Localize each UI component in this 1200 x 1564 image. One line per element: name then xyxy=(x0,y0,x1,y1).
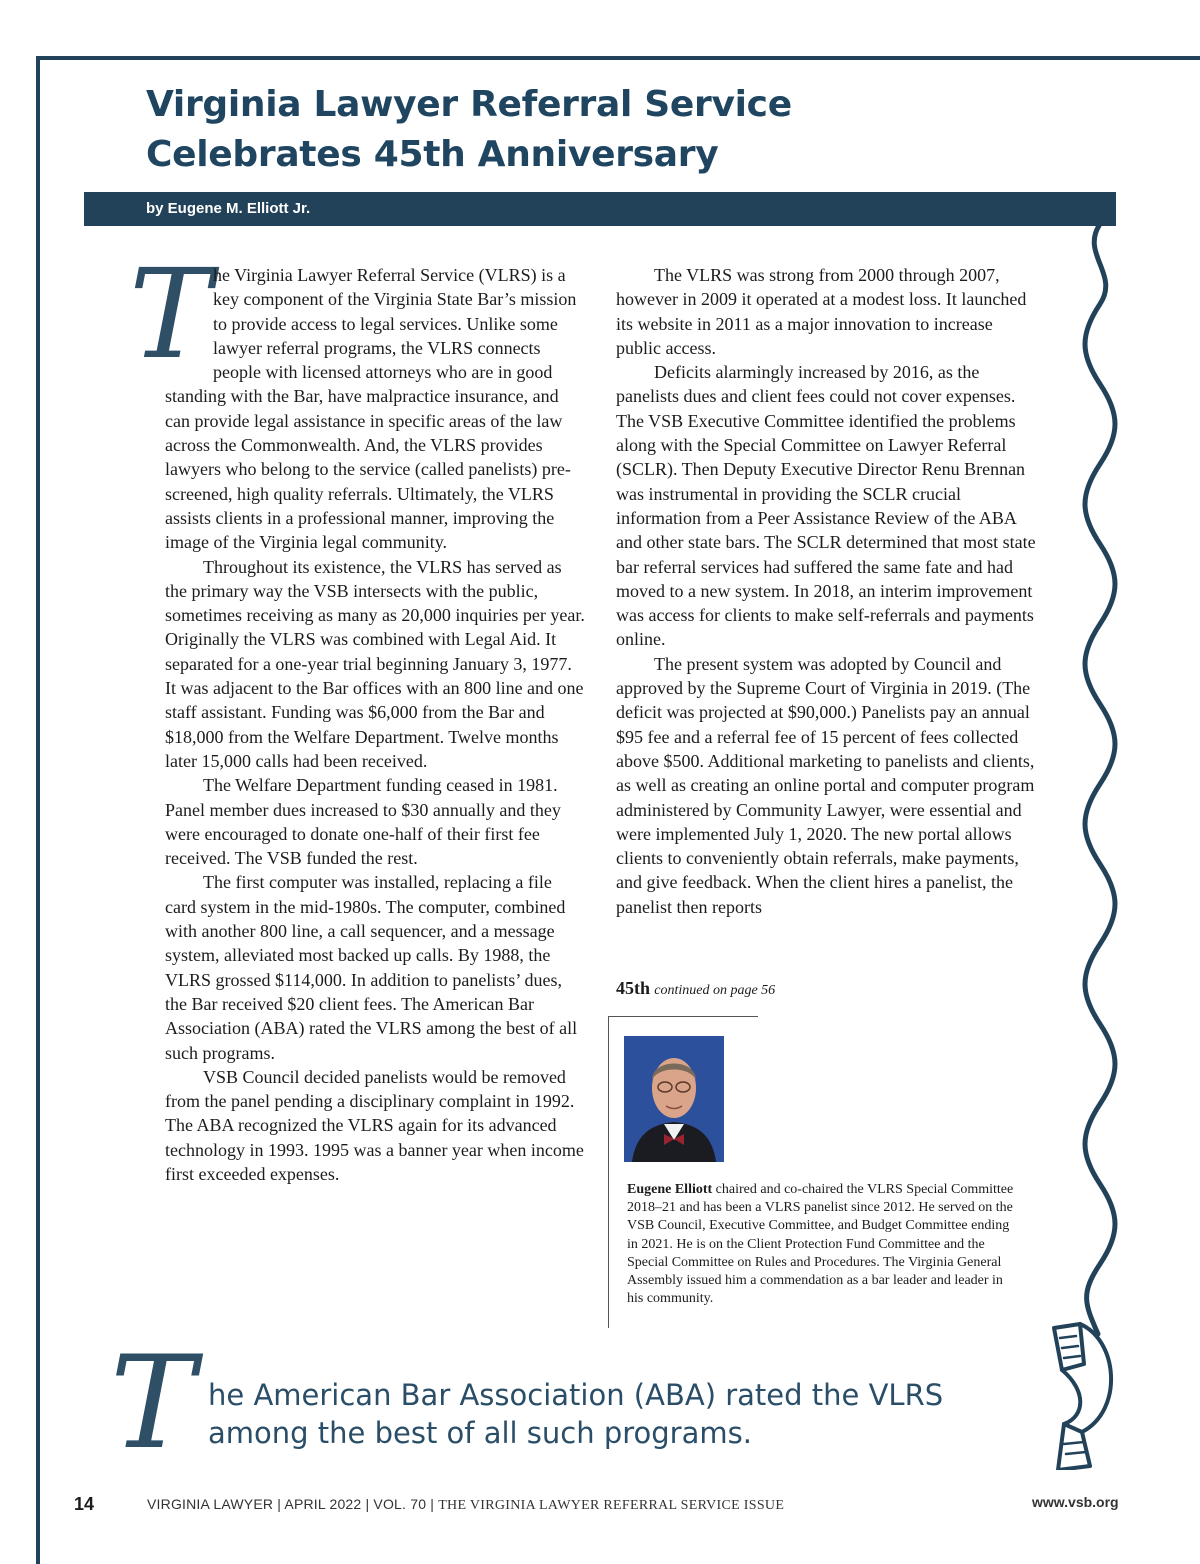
bio-name: Eugene Elliott xyxy=(627,1182,713,1197)
author-bio xyxy=(627,1181,1017,1308)
paragraph-6: The VLRS was strong from 2000 through 2007, however in 2009 it operated at a modest loss. It launched its website in 2011 as a major innovation to increase public access. xyxy=(616,265,1027,358)
title-line-2: Celebrates 45th Anniversary xyxy=(146,134,719,175)
paragraph-1-text: he Virginia Lawyer Referral Service (VLRS) is a key component of the Virginia State Bar’s mission to provide access to legal services. Unlike some lawyer referral programs, the VLRS connects people with licensed attorneys who are in good standing with the Bar, have malpractice insurance, and can provide legal assistance in specific areas of the law across the Commonwealth. And, the VLRS provides lawyers who belong to the service (called panelists) pre-screened, high quality referrals. Ultimately, the VLRS assists clients in a professional manner, improving the image of the Virginia legal community. xyxy=(165,265,577,553)
bio-text: chaired and co-chaired the VLRS Special Committee 2018–21 and has been a VLRS panelist since 2012. He served on the VSB Council, Executive Committee, and Budget Committee ending in 2021. He is on the Client Protection Fund Committee and the Special Committee on Rules and Procedures. The Virginia General Assembly issued him a commendation as a bar leader and leader in his community. xyxy=(627,1182,1014,1307)
title-line-1: Virginia Lawyer Referral Service xyxy=(146,84,792,125)
pull-quote xyxy=(110,1329,1030,1478)
byline-bar xyxy=(84,192,1116,226)
continued-note xyxy=(616,978,775,999)
author-photo xyxy=(624,1036,724,1162)
paragraph-4: The first computer was installed, replacing a file card system in the mid-1980s. The computer, combined with another 800 line, a call sequencer, and a message system, alleviated most backed up calls. By 1988, the VLRS grossed $114,000. In addition to panelists’ dues, the Bar received $20 client fees. The American Bar Association (ABA) rated the VLRS among the best of all such programs. xyxy=(165,872,578,1063)
phone-cord-illustration xyxy=(1060,224,1160,1484)
byline: by Eugene M. Elliott Jr. xyxy=(146,200,311,217)
pull-quote-drop-cap: T xyxy=(110,1329,196,1478)
continued-key: 45th xyxy=(616,978,651,998)
article-column-left xyxy=(129,243,585,1186)
article-column-right xyxy=(616,263,1036,919)
drop-cap: T xyxy=(129,243,212,387)
article-title xyxy=(146,80,1046,180)
paragraph-1 xyxy=(129,243,585,555)
footer-issue-title: THE VIRGINIA LAWYER REFERRAL SERVICE ISSUE xyxy=(438,1498,785,1513)
pull-quote-text: he American Bar Association (ABA) rated the VLRS among the best of all such programs. xyxy=(208,1378,944,1450)
footer-magazine-info: VIRGINIA LAWYER | APRIL 2022 | VOL. 70 | xyxy=(147,1496,439,1512)
page-frame-top xyxy=(36,56,1200,60)
footer-masthead xyxy=(147,1496,784,1514)
paragraph-8: The present system was adopted by Council and approved by the Supreme Court of Virginia in 2019. (The deficit was projected at $90,000.) Panelists pay an annual $95 fee and a referral fee of 15 percent of fees collected above $500. Additional marketing to panelists and clients, as well as creating an online portal and computer program administered by Community Lawyer, were essential and were implemented July 1, 2020. The new portal allows clients to conveniently obtain referrals, make payments, and give feedback. When the client hires a panelist, the panelist then reports xyxy=(616,653,1035,917)
page-frame-left xyxy=(36,56,40,1564)
paragraph-5: VSB Council decided panelists would be removed from the panel pending a disciplinary complaint in 1992. The ABA recognized the VLRS again for its advanced technology in 1993. 1995 was a banner year when income first exceeded expenses. xyxy=(165,1066,584,1184)
continued-link[interactable]: continued on page 56 xyxy=(654,983,776,998)
paragraph-7: Deficits alarmingly increased by 2016, as the panelists dues and client fees could not cover expenses. The VSB Executive Committee identified the problems along with the Special Committee on Lawyer Referral (SCLR). Then Deputy Executive Director Renu Brennan was instrumental in providing the SCLR crucial information from a Peer Assistance Review of the ABA and other state bars. The SCLR determined that most state bar referral services had suffered the same fate and had moved to a new system. In 2018, an interim improvement was access for clients to make self-referrals and payments online. xyxy=(616,362,1036,650)
footer-url-link[interactable]: www.vsb.org xyxy=(1032,1494,1119,1510)
photo-frame-rule-left xyxy=(608,1016,609,1328)
page-number: 14 xyxy=(74,1494,95,1514)
paragraph-3: The Welfare Department funding ceased in 1981. Panel member dues increased to $30 annually and they were encouraged to donate one-half of their first fee received. The VSB funded the rest. xyxy=(165,775,561,869)
phone-receiver-illustration xyxy=(1046,1320,1136,1470)
paragraph-2: Throughout its existence, the VLRS has served as the primary way the VSB intersects with the public, sometimes receiving as many as 20,000 inquiries per year. Originally the VLRS was combined with Legal Aid. It separated for a one-year trial beginning January 3, 1977. It was adjacent to the Bar offices with an 800 line and one staff assistant. Funding was $6,000 from the Bar and $18,000 from the Welfare Department. Twelve months later 15,000 calls had been received. xyxy=(165,556,585,771)
photo-frame-rule-top xyxy=(608,1016,758,1017)
